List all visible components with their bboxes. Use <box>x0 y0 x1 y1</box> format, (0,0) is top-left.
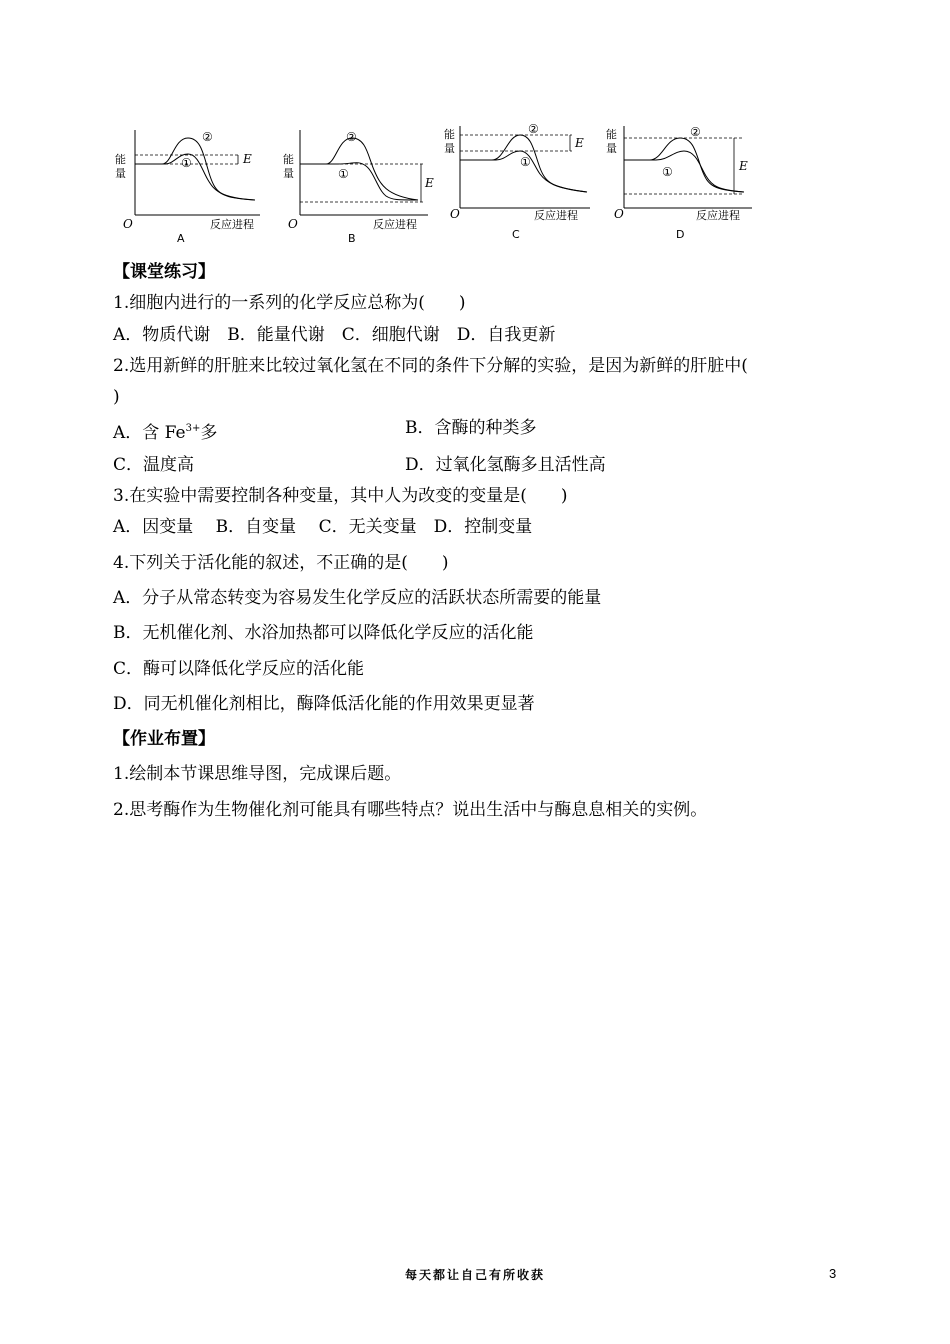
curve-2-marker: ② <box>202 130 213 144</box>
origin-label: O <box>450 207 460 221</box>
curve-1-marker: ① <box>181 156 192 170</box>
energy-diagram-d <box>604 118 764 248</box>
homework-item-2: 2.思考酶作为生物催化剂可能具有哪些特点？说出生活中与酶息息相关的实例。 <box>113 799 708 820</box>
x-axis-label: 反应进程 <box>373 218 417 231</box>
q3-stem: 3.在实验中需要控制各种变量，其中人为改变的变量是( ) <box>113 486 568 507</box>
energy-e-label: E <box>575 136 584 150</box>
energy-e-label: E <box>739 159 748 173</box>
q4-option-d: D．同无机催化剂相比，酶降低活化能的作用效果更显著 <box>113 693 535 714</box>
curve-2 <box>624 138 744 192</box>
curve-2 <box>300 138 418 200</box>
y-axis-label-bottom: 量 <box>444 142 455 155</box>
curve-1 <box>300 163 418 200</box>
y-axis-label-top: 能 <box>115 153 126 166</box>
q2-option-d: D．过氧化氢酶多且活性高 <box>405 454 606 475</box>
homework-item-1: 1.绘制本节课思维导图，完成课后题。 <box>113 764 402 785</box>
q1-stem: 1.细胞内进行的一系列的化学反应总称为( ) <box>113 293 466 314</box>
q3-options: A．因变量 B．自变量 C．无关变量 D．控制变量 <box>113 517 533 538</box>
panel-letter: A <box>177 232 185 245</box>
origin-label: O <box>614 207 624 221</box>
curve-1 <box>135 154 255 200</box>
q4-option-b: B．无机催化剂、水浴加热都可以降低化学反应的活化能 <box>113 623 534 644</box>
panel-letter: C <box>512 228 520 241</box>
homework-heading: 【作业布置】 <box>113 729 215 750</box>
curve-1 <box>624 151 744 192</box>
origin-label: O <box>123 217 133 231</box>
curve-2 <box>135 138 255 200</box>
energy-e-label: E <box>425 176 434 190</box>
energy-diagram-b <box>278 118 438 248</box>
page-number: 3 <box>829 1266 837 1281</box>
q2-options-row-1 <box>113 413 843 449</box>
origin-label: O <box>288 217 298 231</box>
y-axis-label-top: 能 <box>606 128 617 141</box>
q2-option-a-superscript: 3+ <box>185 423 201 435</box>
q2-stem: 2.选用新鲜的肝脏来比较过氧化氢在不同的条件下分解的实验，是因为新鲜的肝脏中( <box>113 355 748 376</box>
curve-1-marker: ① <box>520 155 531 169</box>
energy-diagram-a <box>110 118 270 248</box>
curve-2-marker: ② <box>346 130 357 144</box>
q2-option-a-text: A．含 Fe <box>113 423 186 444</box>
energy-e-label: E <box>243 152 252 166</box>
panel-letter: D <box>676 228 685 241</box>
curve-1-marker: ① <box>338 167 349 181</box>
q2-stem-cont: ) <box>113 387 120 408</box>
y-axis-label-bottom: 量 <box>115 167 126 180</box>
q2-option-b: B．含酶的种类多 <box>405 418 537 439</box>
exercise-content <box>113 257 843 826</box>
energy-diagram-c <box>442 118 602 248</box>
y-axis-label-top: 能 <box>283 153 294 166</box>
q2-option-c: C．温度高 <box>113 454 195 475</box>
q4-stem: 4.下列关于活化能的叙述，不正确的是( ) <box>113 552 449 573</box>
x-axis-label: 反应进程 <box>210 218 254 231</box>
curve-2-marker: ② <box>690 125 701 139</box>
curve-1-marker: ① <box>662 165 673 179</box>
footer-motto: 每天都让自己有所收获 <box>404 1268 545 1282</box>
y-axis-label-top: 能 <box>444 128 455 141</box>
q4-option-a: A．分子从常态转变为容易发生化学反应的活跃状态所需要的能量 <box>113 587 602 608</box>
x-axis-label: 反应进程 <box>534 209 578 222</box>
x-axis-label: 反应进程 <box>696 209 740 222</box>
q4-option-c: C．酶可以降低化学反应的活化能 <box>113 658 365 679</box>
panel-letter: B <box>348 232 356 245</box>
energy-diagrams <box>110 118 760 248</box>
q2-option-a-suffix: 多 <box>200 423 218 444</box>
q1-options: A．物质代谢 B．能量代谢 C．细胞代谢 D．自我更新 <box>113 324 556 345</box>
classroom-heading: 【课堂练习】 <box>113 262 215 282</box>
curve-2-marker: ② <box>528 122 539 136</box>
q2-option-a <box>113 413 405 449</box>
q2-options-row-2 <box>113 450 843 481</box>
y-axis-label-bottom: 量 <box>283 167 294 180</box>
y-axis-label-bottom: 量 <box>606 142 617 155</box>
